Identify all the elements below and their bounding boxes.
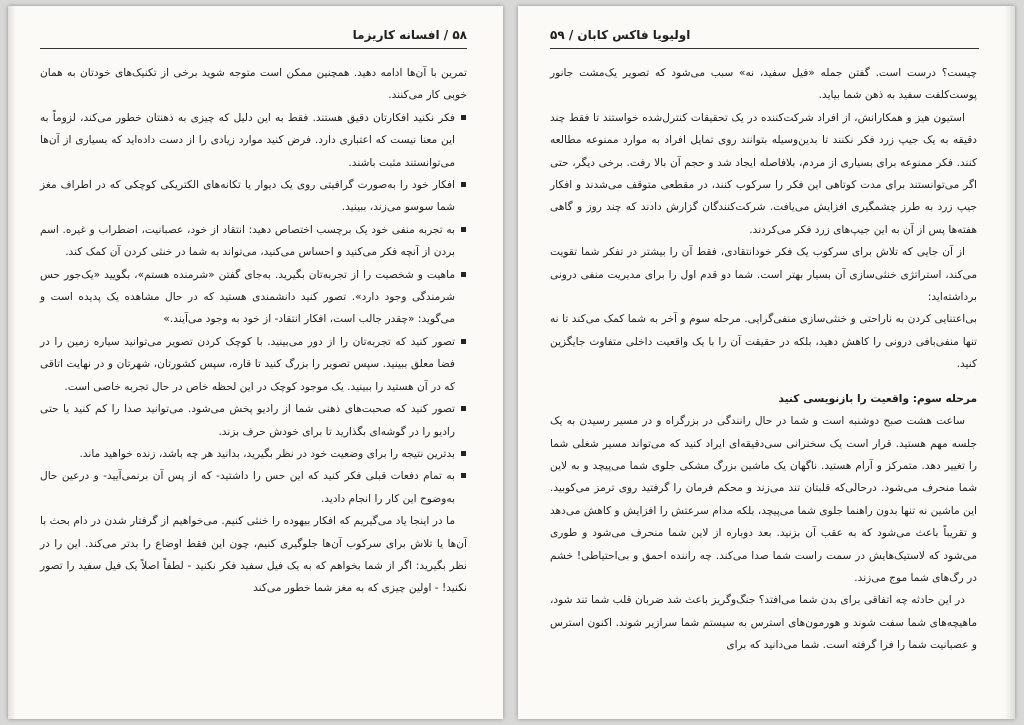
right-paragraph-5: ساعت هشت صبح دوشنبه است و شما در حال رانندگی در بزرگراه و در مسیر رسیدن به یک جلسه مهم هستید. قرار است یک سخنرانی سی‌دقیقه‌ای ایراد کنید که می‌تواند مسیر شغلی شما را تغییر دهد. متمرکز و آرام هستید. ناگهان یک ماشین بزرگ مشکی جلوی شما می‌پیچد و به لاین شما منحرف می‌شود. درحالی‌که قلبتان تند می‌زند و محکم فرمان را گرفتید روی ترمز می‌کوبید. این ماشین نه تنها بدون راهنما جلوی شما می‌پیچد، بلکه مدام سرعتش را افزایش و کاهش می‌دهد و تقریباً باعث می‌شود که به عقب آن بزنید. بعد دوباره از لاین شما منحرف می‌شود و طوری می‌شود که لاستیک‌هایش در سمت راست شما صدا می‌کند. چه راننده احمق و بی‌احتیاطی! خشم در رگ‌های شما موج می‌زند. xyxy=(550,415,977,584)
left-page-body xyxy=(40,62,467,600)
list-item: ماهیت و شخصیت را از تجربه‌تان بگیرید. به‌جای گفتن «شرمنده هستم»، بگویید «یک‌جور حس شرمندگی وجود دارد». تصور کنید دانشمندی هستید که در حال مشاهده یک پدیده است و می‌گوید: «چقدر جالب است، افکار انتقاد- از خود به وجود می‌آیند.» xyxy=(40,264,467,331)
left-page-header: ۵۸ / افسانه کاریزما xyxy=(352,28,467,42)
list-item: تصور کنید که تجربه‌تان را از دور می‌بینید. با کوچک کردن تصویر می‌توانید سیاره زمین را در فضا معلق ببینید. سپس تصویر را بزرگ کنید تا قاره، سپس کشورتان، شهرتان و در نهایت اتاقی که در آن هستید را ببینید. یک موجود کوچک در این لحظه خاص در حال تجربه خاصی است. xyxy=(40,331,467,398)
right-paragraph-4: بی‌اعتنایی کردن به ناراحتی و خنثی‌سازی منفی‌گرایی. مرحله سوم و آخر به شما کمک می‌کند تا نه تنها منفی‌بافی درونی را کاهش دهید، بلکه در حقیقت آن را با یک واقعیت داخلی متفاوت جایگزین کنید. xyxy=(550,313,977,371)
list-item: به تجربه منفی خود یک برچسب اختصاص دهید: انتقاد از خود، عصبانیت، اضطراب و غیره. اسم بردن از آنچه فکر می‌کنید و احساس می‌کنید، می‌تواند به شما در خنثی کردن آن کمک کند. xyxy=(40,219,467,264)
left-closing-paragraph: ما در اینجا یاد می‌گیریم که افکار بیهوده را خنثی کنیم. می‌خواهیم از گرفتار شدن در دام بحث با آن‌ها یا تلاش برای سرکوب آن‌ها جلوگیری کنیم، چون این فقط اوضاع را بدتر می‌کند. این را در نظر بگیرید: اگر از شما بخواهم که به یک فیل سفید فکر نکنید - لطفاً اصلاً یک فیل سفید را تصور نکنید! - اولین چیزی که به مغز شما خطور می‌کند xyxy=(40,515,467,595)
list-item: فکر نکنید افکارتان دقیق هستند. فقط به این دلیل که چیزی به ذهنتان خطور می‌کند، لزوماً به این معنا نیست که اعتباری دارد. فرض کنید موارد زیادی را از دست داده‌اید که بسیاری از آن‌ها می‌توانستند مثبت باشند. xyxy=(40,107,467,174)
list-item: افکار خود را به‌صورت گرافیتی روی یک دیوار یا تکانه‌های الکتریکی کوچکی که در اطراف مغز شما سوسو می‌زند، ببینید. xyxy=(40,174,467,219)
right-header-rule xyxy=(550,48,979,49)
technique-list xyxy=(40,107,467,510)
right-page-header: اولیویا فاکس کابان / ۵۹ xyxy=(550,28,691,42)
list-item: بدترین نتیجه را برای وضعیت خود در نظر بگیرید، بدانید هر چه باشد، زنده خواهید ماند. xyxy=(40,443,467,465)
right-paragraph-2: استیون هیز و همکارانش، از افراد شرکت‌کننده در یک تحقیقات کنترل‌شده خواستند تا فقط چند دقیقه به یک جیپ زرد فکر نکنند تا بدین‌وسیله بتوانند روی تمایل افراد به موارد ممنوعه مطالعه کنند. فکر ممنوعه برای بسیاری از مردم، بلافاصله ایجاد شد و حجم آن بالا رفت. برخی دیگر، حتی اگر می‌توانستند برای مدت کوتاهی این فکر را سرکوب کنند، در مقطعی متوقف می‌شدند و افکار جیپ زرد به طرز چشمگیری افزایش می‌یافت. شرکت‌کنندگان گزارش دادند که چند روز و گاهی هفته‌ها پس از آن به این جیپ‌های زرد فکر می‌کردند. xyxy=(550,111,977,236)
list-item: تصور کنید که صحبت‌های ذهنی شما از رادیو پخش می‌شود. می‌توانید صدا را کم کنید یا حتی رادیو را در گوشه‌ای بگذارید تا برای خودش حرف بزند. xyxy=(40,398,467,443)
right-paragraph-3: از آن جایی که تلاش برای سرکوب یک فکر خودانتقادی، فقط آن را بیشتر در تفکر شما تقویت می‌کند، استراتژی خنثی‌سازی آن بسیار بهتر است. شما دو قدم اول را برای مدیریت منفی درونی برداشته‌اید: xyxy=(550,246,977,304)
section-title: مرحله سوم: واقعیت را بازنویسی کنید xyxy=(778,392,977,405)
right-paragraph-6: در این حادثه چه اتفاقی برای بدن شما می‌افتد؟ جنگ‌وگریز باعث شد ضربان قلب شما تند شود، ماهیچه‌های شما سفت شوند و هورمون‌های استرس به سیستم شما سرازیر شوند. اکنون استرس و عصبانیت شما را فرا گرفته است. شما می‌دانید که برای xyxy=(550,594,977,652)
left-page xyxy=(8,6,503,719)
right-paragraph-1: چیست؟ درست است. گفتن جمله «فیل سفید، نه» سبب می‌شود که تصویر یک‌مشت جانور پوست‌کلفت سفید به ذهن شما بیاید. xyxy=(550,67,977,102)
right-page xyxy=(518,6,1015,719)
list-item: به تمام دفعات قبلی فکر کنید که این حس را داشتید- که از پس آن برنمی‌آیید- و درعین حال به‌وضوح این کار را انجام دادید. xyxy=(40,465,467,510)
left-intro-paragraph: تمرین با آن‌ها ادامه دهید. همچنین ممکن است متوجه شوید برخی از تکنیک‌های خودتان به همان خوبی کار می‌کنند. xyxy=(40,67,467,102)
left-header-rule xyxy=(40,48,467,49)
right-page-body xyxy=(550,62,977,657)
